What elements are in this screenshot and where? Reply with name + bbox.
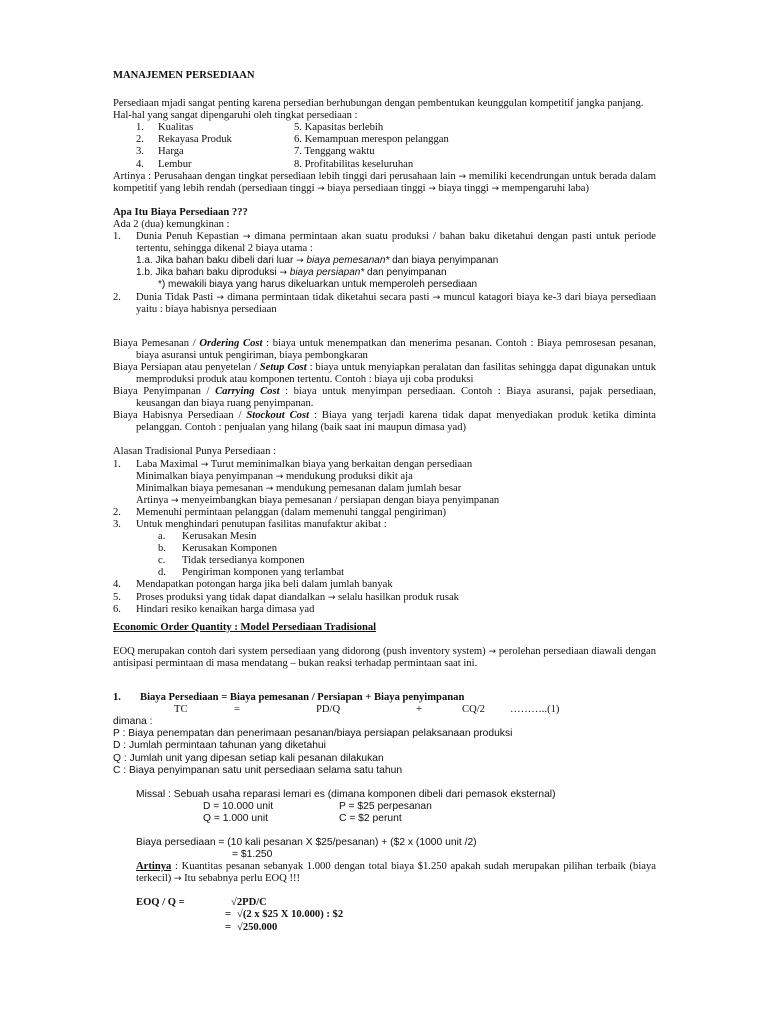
sub-text: Minimalkan biaya pemesanan [136, 482, 264, 494]
pasti-sub-1a [113, 255, 656, 267]
pasti-note: *) mewakili biaya yang harus dikeluarkan untuk memperoleh persediaan [158, 279, 478, 291]
artinya-text-a: Artinya : Perusahaan dengan tingkat persediaan lebih tinggi dari perusahaan lain [113, 170, 456, 182]
eoq-line [136, 897, 656, 909]
list-letter: a. [158, 531, 166, 543]
artinya-text-d: biaya tinggi [438, 182, 489, 194]
term-prefix: Biaya Persiapan atau penyetelan / [113, 361, 260, 373]
eoq-value: √(2 x $25 X 10.000) : $2 [237, 909, 344, 921]
factor-row [113, 122, 656, 134]
plus-sign: + [416, 704, 422, 716]
list-item-tidak-pasti [113, 292, 656, 316]
sub-text: Artinya [136, 494, 169, 506]
arrow-right-icon: → [200, 459, 209, 470]
factors-list [113, 122, 656, 170]
arrow-right-icon: → [432, 292, 441, 303]
reason-item-1 [113, 459, 656, 471]
list-text: Untuk menghindari penutupan fasilitas manufaktur akibat : [136, 519, 387, 530]
list-text: Hindari resiko kenaikan harga dimasa yad [136, 603, 315, 615]
equation-ref: ………..(1) [510, 704, 560, 716]
missal-values [113, 801, 656, 825]
list-number: 2. [136, 134, 144, 146]
arrow-right-icon: → [216, 292, 224, 303]
factor-a: Rekayasa Produk [158, 134, 232, 146]
list-text [136, 292, 656, 316]
term-desc: : biaya untuk menyiapkan peralatan dan fasilitas sehingga dapat digunakan untuk memproduksi produk atau komponen tertentu. Contoh : biaya uji coba produksi [136, 361, 657, 385]
reason-item-5 [113, 592, 656, 604]
sub-list-item [113, 543, 656, 555]
term-prefix: Biaya Habisnya Persediaan / [113, 410, 247, 422]
tidak-desc: dimana permintaan tidak diketahui secara pasti [227, 291, 430, 303]
factor-row [113, 134, 656, 146]
reason-item-3 [113, 519, 656, 531]
reason-1-sub-2 [113, 483, 656, 495]
intro-paragraph: Persediaan mjadi sangat penting karena persedian berhubungan dengan pembentukan keunggulan kompetitif jangka panjang. [113, 98, 644, 110]
definitions-list [113, 728, 656, 776]
artinya-2-text-a: : Kuantitas pesanan sebanyak 1.000 dengan total biaya $1.250 apakah sudah merupakan pilihan terbaik (biaya terkecil) [136, 861, 656, 885]
arrow-right-icon: → [279, 268, 287, 279]
factors-intro: Hal-hal yang sangat dipengaruhi oleh tingkat persediaan : [113, 110, 358, 122]
term-name: Carrying Cost [215, 386, 280, 398]
section-heading-eoq: Economic Order Quantity : Model Persediaan Tradisional [113, 621, 377, 633]
list-text: Memenuhi permintaan pelanggan (dalam memenuhi tanggal pengiriman) [136, 506, 447, 518]
formula-tc [113, 704, 656, 716]
arrow-right-icon: → [488, 646, 497, 657]
factor-row [113, 146, 656, 158]
formula-term-cq: CQ/2 [462, 704, 485, 716]
eoq-line [136, 909, 656, 921]
arrow-right-icon: → [171, 495, 179, 506]
reason-title: Laba Maximal [136, 458, 199, 470]
reason-item-4 [113, 579, 656, 591]
tc-symbol: TC [174, 704, 188, 716]
artinya-text-e: mempengaruhi laba) [501, 182, 590, 194]
artinya-text-c: biaya persediaan tinggi [327, 182, 426, 194]
artinya-2-paragraph [113, 861, 656, 885]
sub-text: dan penyimpanan [367, 267, 447, 279]
artinya-text-b: memiliki kecendrungan untuk berada dalam kompetitif yang lebih rendah (persediaan tinggi [113, 170, 656, 194]
pasti-sub-1b [113, 267, 656, 279]
eoq-formula [113, 897, 656, 933]
list-number: 1. [113, 231, 121, 243]
formula-text: Biaya Persediaan = Biaya pemesanan / Persiapan + Biaya penyimpanan [140, 692, 465, 704]
pasti-desc: dimana permintaan akan suatu produksi / bahan baku diketahui dengan pasti untuk periode tertentu, sehingga dikenal 2 biaya utama : [136, 231, 656, 255]
cost-term [113, 410, 656, 434]
reason-1-sub-1 [113, 471, 656, 483]
sub-term: biaya persiapan* [289, 267, 365, 279]
list-text [136, 231, 656, 255]
term-prefix: Biaya Penyimpanan / [113, 386, 216, 398]
missal-b: P = $25 perpesanan [339, 800, 432, 812]
list-item-pasti [113, 231, 656, 255]
ada-dua-text: Ada 2 (dua) kemungkinan : [113, 218, 230, 230]
calc-line-2: = $1.250 [232, 849, 273, 861]
list-text: Pengiriman komponen yang terlambat [182, 567, 345, 579]
term-prefix: Biaya Pemesanan / [113, 337, 200, 349]
term-name: Setup Cost [259, 361, 307, 373]
list-number: 3. [136, 146, 144, 158]
list-text: Tidak tersedianya komponen [182, 555, 305, 567]
list-text: Kerusakan Mesin [182, 531, 257, 543]
arrow-right-icon: → [173, 874, 182, 885]
list-text: Mendapatkan potongan harga jika beli dalam jumlah banyak [136, 579, 393, 591]
eoq-label: = [224, 921, 231, 933]
arrow-right-icon: → [327, 592, 336, 603]
list-text: Kerusakan Komponen [182, 543, 278, 555]
sub-term: biaya pemesanan* [306, 255, 390, 267]
reason-desc: Turut meminimalkan biaya yang berkaitan dengan persediaan [210, 458, 473, 470]
list-letter: d. [158, 567, 166, 579]
arrow-right-icon: → [296, 256, 304, 267]
list-number: 6. [113, 603, 121, 615]
term-desc: : biaya untuk menyimpan persediaan. Contoh : Biaya asuransi, pajak persediaan, keusangan dan biaya ruang penyimpanan. [136, 386, 656, 410]
list-number: 2. [113, 506, 121, 518]
sub-text: mendukung pemesanan dalam jumlah besar [275, 482, 462, 494]
missal-row [113, 801, 656, 813]
list-text [136, 459, 656, 471]
list-number: 2. [113, 291, 121, 303]
list-letter: c. [158, 555, 166, 567]
formula-heading [113, 692, 656, 704]
factor-a: Lembur [158, 158, 192, 170]
factor-b: 5. Kapasitas berlebih [294, 122, 384, 134]
list-text [136, 592, 656, 604]
term-name: Ordering Cost [199, 337, 263, 349]
sub-text: 1.a. Jika bahan baku dibeli dari luar [136, 255, 294, 267]
cost-term [113, 386, 656, 410]
page-title: MANAJEMEN PERSEDIAAN [113, 70, 255, 81]
definition-item: Q : Jumlah unit yang dipesan setiap kali pesanan dilakukan [113, 752, 384, 764]
equals-sign: = [234, 704, 240, 716]
definition-item: D : Jumlah permintaan tahunan yang diketahui [113, 740, 326, 752]
term-desc: : biaya untuk menempatkan dan menerima pesanan. Contoh : Biaya pemrosesan pesanan, biaya asuransi untuk pengiriman, biaya pembongkaran [136, 337, 656, 361]
reason-item-6 [113, 604, 656, 616]
sub-text: dan biaya penyimpanan [392, 255, 499, 267]
eoq-value: √250.000 [237, 921, 278, 933]
cost-term [113, 338, 656, 362]
reason-item-2 [113, 507, 656, 519]
list-number: 1. [136, 122, 144, 134]
sub-list-item [113, 567, 656, 579]
formula-term-pdq: PD/Q [316, 704, 341, 716]
section-heading-biaya: Apa Itu Biaya Persediaan ??? [113, 206, 248, 218]
missal-text: Missal : Sebuah usaha reparasi lemari es (dimana komponen dibeli dari pemasok eksternal) [136, 788, 556, 800]
cost-term [113, 362, 656, 386]
eoq-line [136, 922, 656, 934]
list-number: 4. [113, 579, 121, 591]
arrow-right-icon: → [265, 483, 274, 494]
eoq-label: = [224, 909, 231, 921]
eoq-label: EOQ / Q = [136, 897, 185, 909]
pasti-title: Dunia Penuh Kepastian [136, 231, 239, 243]
factor-a: Harga [158, 146, 184, 158]
sub-list-item [113, 531, 656, 543]
arrow-right-icon: → [275, 471, 284, 482]
eoq-value: √2PD/C [231, 897, 267, 909]
reason-title: Proses produksi yang tidak dapat diandalkan [136, 591, 326, 603]
factor-b: 7. Tenggang waktu [294, 146, 375, 158]
sub-text: mendukung produksi dikit aja [285, 470, 413, 482]
artinya-paragraph [113, 171, 656, 195]
term-desc: : Biaya yang terjadi karena tidak dapat menyediakan produk ketika diminta pelanggan. Contoh : penjualan yang hilang (baik saat ini maupun dimasa yad) [136, 410, 656, 434]
list-letter: b. [158, 543, 166, 555]
cost-terms-list [113, 338, 656, 435]
factor-row [113, 159, 656, 171]
list-number: 5. [113, 591, 121, 603]
arrow-right-icon: → [458, 171, 467, 182]
term-name: Stockout Cost [246, 410, 310, 422]
arrow-right-icon: → [242, 232, 251, 243]
list-number: 1. [113, 692, 121, 704]
eoq-text-b: perolehan persediaan diawali dengan antisipasi permintaan di masa mendatang – bukan reaksi terhadap permintaan saat ini. [113, 645, 657, 669]
arrow-right-icon: → [317, 183, 325, 194]
factor-b: 6. Kemampuan merespon pelanggan [294, 134, 449, 146]
arrow-right-icon: → [491, 183, 500, 194]
alasan-heading: Alasan Tradisional Punya Persediaan : [113, 446, 277, 458]
missal-a: Q = 1.000 unit [203, 812, 268, 824]
eoq-text-a: EOQ merupakan contoh dari system persediaan yang didorong (push inventory system) [113, 645, 486, 657]
sub-text: 1.b. Jika bahan baku diproduksi [136, 267, 277, 279]
tidak-desc-2: muncul katagori biaya ke-3 dari biaya persediaan yaitu : biaya habisnya persediaan [136, 291, 656, 315]
missal-row [113, 813, 656, 825]
reason-3-sublist [113, 531, 656, 579]
artinya-2-text-b: Itu sebabnya perlu EOQ !!! [184, 873, 301, 885]
sub-list-item [113, 555, 656, 567]
sub-text: Minimalkan biaya penyimpanan [136, 470, 274, 482]
calc-line-1: Biaya persediaan = (10 kali pesanan X $25/pesanan) + ($2 x (1000 unit /2) [136, 836, 477, 848]
list-number: 4. [136, 158, 144, 170]
reason-desc: selalu hasilkan produk rusak [338, 591, 459, 603]
tidak-title: Dunia Tidak Pasti [136, 291, 214, 303]
factor-b: 8. Profitabilitas keseluruhan [294, 158, 414, 170]
definition-item: C : Biaya penyimpanan satu unit persediaan selama satu tahun [113, 764, 403, 776]
arrow-right-icon: → [428, 183, 436, 194]
document-page [113, 70, 656, 934]
dimana-label: dimana : [113, 716, 153, 728]
eoq-paragraph [113, 646, 656, 670]
sub-text: menyeimbangkan biaya pemesanan / persiapan dengan biaya penyimpanan [181, 494, 500, 506]
missal-a: D = 10.000 unit [203, 800, 274, 812]
missal-b: C = $2 perunt [339, 812, 402, 824]
reason-1-sub-3 [113, 495, 656, 507]
artinya-2-label: Artinya [136, 861, 172, 873]
list-number: 1. [113, 458, 121, 470]
factor-a: Kualitas [158, 122, 194, 134]
list-number: 3. [113, 519, 121, 530]
definition-item: P : Biaya penempatan dan penerimaan pesanan/biaya persiapan pelaksanaan produksi [113, 728, 513, 740]
